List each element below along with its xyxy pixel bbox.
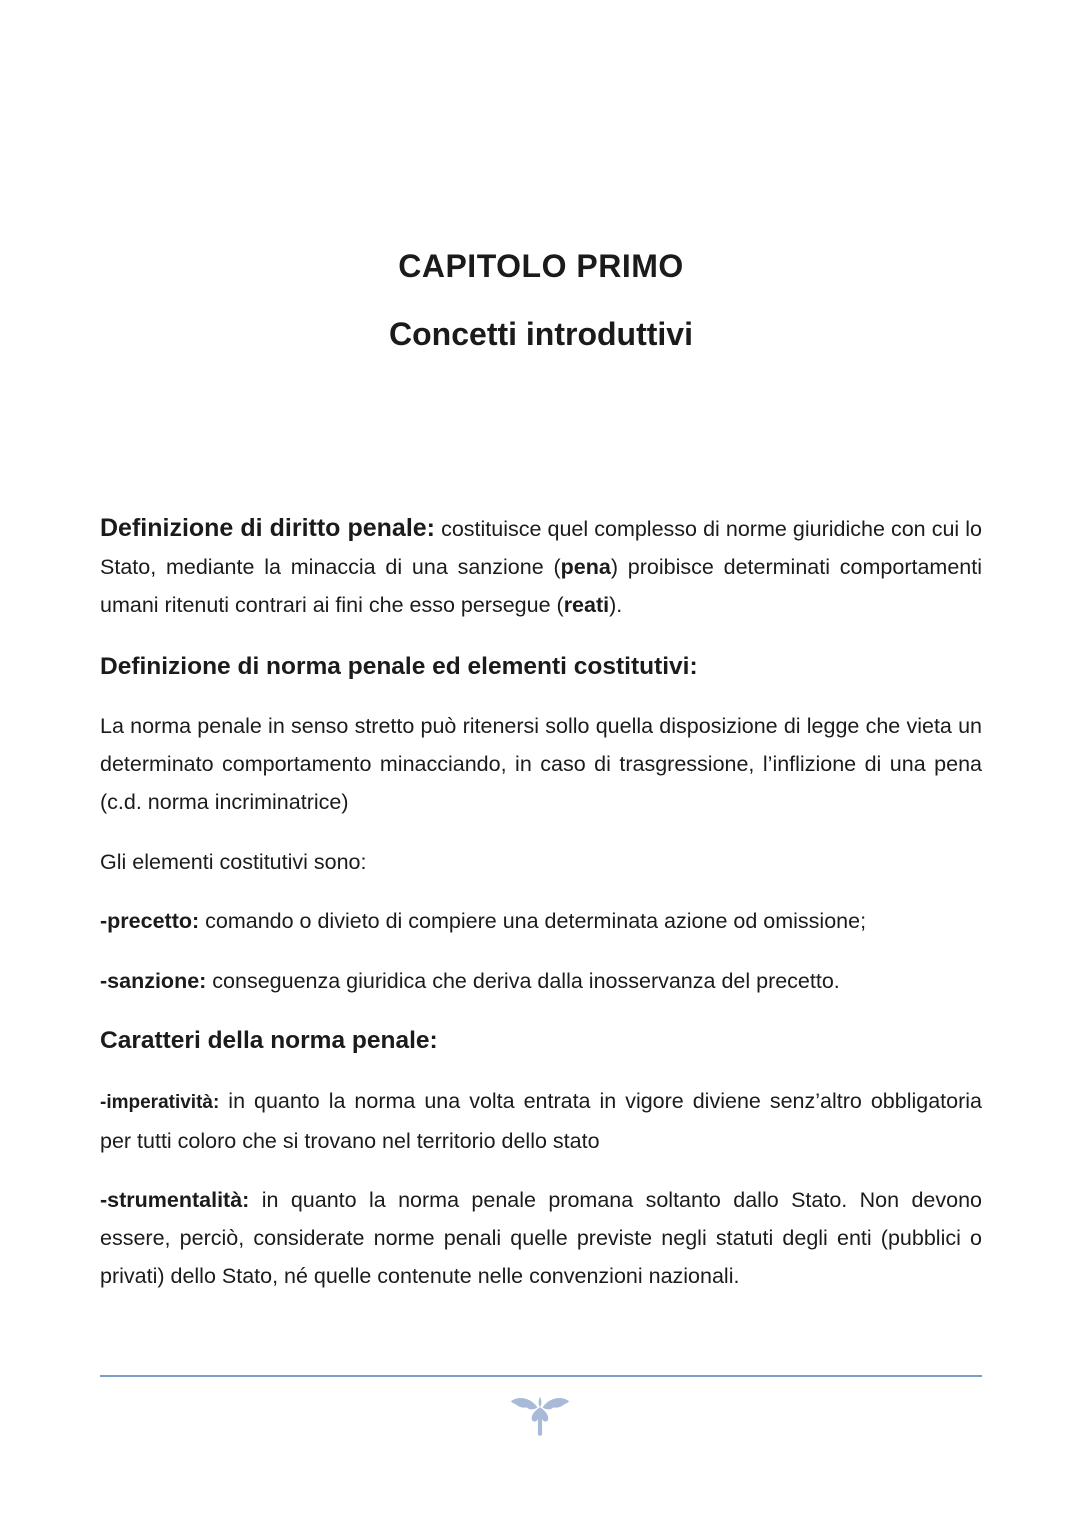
strumentalita-body: in quanto la norma penale promana soltanto dallo Stato. Non devono essere, perciò, considerate norme penali quelle previste negli statuti degli enti (pubblici o privati) dello Stato, né quelle contenute nelle convenzioni nazionali. xyxy=(100,1188,982,1288)
definizione-diritto-run1: costituisce quel complesso di norme giuridiche con cui lo Stato, mediante la minaccia di una sanzione ( xyxy=(100,517,982,579)
paragraph-sanzione xyxy=(100,962,982,1000)
sanzione-body: conseguenza giuridica che deriva dalla inosservanza del precetto. xyxy=(206,968,840,993)
sanzione-lead: -sanzione: xyxy=(100,968,207,993)
footer-divider-rule xyxy=(100,1375,982,1377)
precetto-body: comando o divieto di compiere una determinata azione od omissione; xyxy=(199,909,867,933)
document-content xyxy=(100,0,982,1317)
precetto-lead: -precetto: xyxy=(100,909,200,933)
definizione-diritto-run2: ) proibisce determinati comportamenti umani ritenuti contrari ai fini che esso persegue ( xyxy=(100,555,982,617)
definizione-diritto-lead: Definizione di diritto penale: xyxy=(100,514,436,542)
heading-norma-penale: Definizione di norma penale ed elementi costitutivi: xyxy=(100,653,698,680)
definizione-diritto-bold-pena: pena xyxy=(560,555,611,579)
paragraph-definizione-diritto xyxy=(100,509,982,624)
chapter-title: CAPITOLO PRIMO xyxy=(398,248,684,284)
strumentalita-lead: -strumentalità: xyxy=(100,1188,250,1212)
paragraph-precetto xyxy=(100,902,982,940)
fleuron-ornament-icon xyxy=(509,1394,571,1438)
definizione-diritto-run3: ). xyxy=(609,593,623,617)
paragraph-strumentalita xyxy=(100,1181,982,1295)
paragraph-norma-penale: La norma penale in senso stretto può ritenersi sollo quella disposizione di legge che vieta un determinato comportamento minacciando, in caso di trasgressione, l’inflizione di una pena (c.d. norma incriminatrice) xyxy=(100,714,982,814)
paragraph-imperativita xyxy=(100,1082,982,1160)
chapter-subtitle: Concetti introduttivi xyxy=(389,316,693,352)
imperativita-body: in quanto la norma una volta entrata in vigore diviene senz’altro obbligatoria per tutti coloro che si trovano nel territorio dello stato xyxy=(100,1088,982,1153)
paragraph-elementi-intro: Gli elementi costitutivi sono: xyxy=(100,849,367,874)
heading-caratteri: Caratteri della norma penale: xyxy=(100,1026,438,1054)
definizione-diritto-bold-reati: reati xyxy=(563,593,610,617)
imperativita-lead: -imperatività: xyxy=(100,1091,220,1113)
